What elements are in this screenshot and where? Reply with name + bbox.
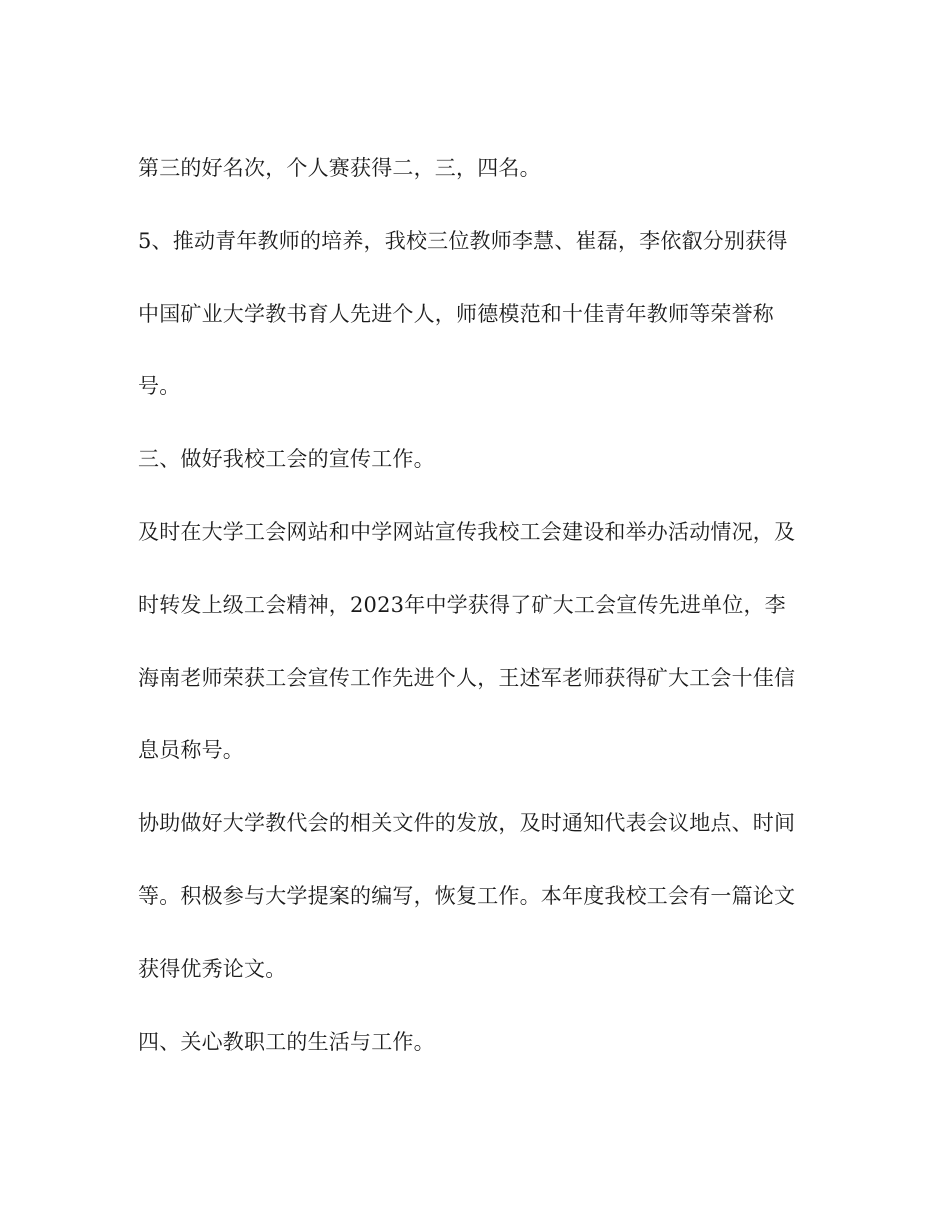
- section-heading: 三、做好我校工会的宣传工作。: [138, 447, 435, 472]
- text-line: 海南老师荣获工会宣传工作先进个人，王述军老师获得矿大工会十佳信: [138, 665, 796, 690]
- text-line: 息员称号。: [138, 738, 244, 763]
- document-body: [138, 132, 818, 1078]
- text-line: 获得优秀论文。: [138, 956, 287, 981]
- text-line: 等。积极参与大学提案的编写，恢复工作。本年度我校工会有一篇论文: [138, 883, 796, 908]
- text-line: 号。: [138, 374, 181, 399]
- text-line: 中国矿业大学教书育人先进个人，师德模范和十佳青年教师等荣誉称: [138, 301, 774, 326]
- text-line: 第三的好名次，个人赛获得二，三，四名。: [138, 156, 541, 180]
- text-line: 5、推动青年教师的培养，我校三位教师李慧、崔磊，李依叡分别获得: [138, 228, 788, 253]
- text-line: 时转发上级工会精神，2023年中学获得了矿大工会宣传先进单位，李: [138, 592, 786, 617]
- text-line: 及时在大学工会网站和中学网站宣传我校工会建设和举办活动情况，及: [138, 519, 796, 544]
- text-line: 协助做好大学教代会的相关文件的发放，及时通知代表会议地点、时间: [138, 811, 796, 836]
- section-heading: 四、关心教职工的生活与工作。: [138, 1029, 435, 1054]
